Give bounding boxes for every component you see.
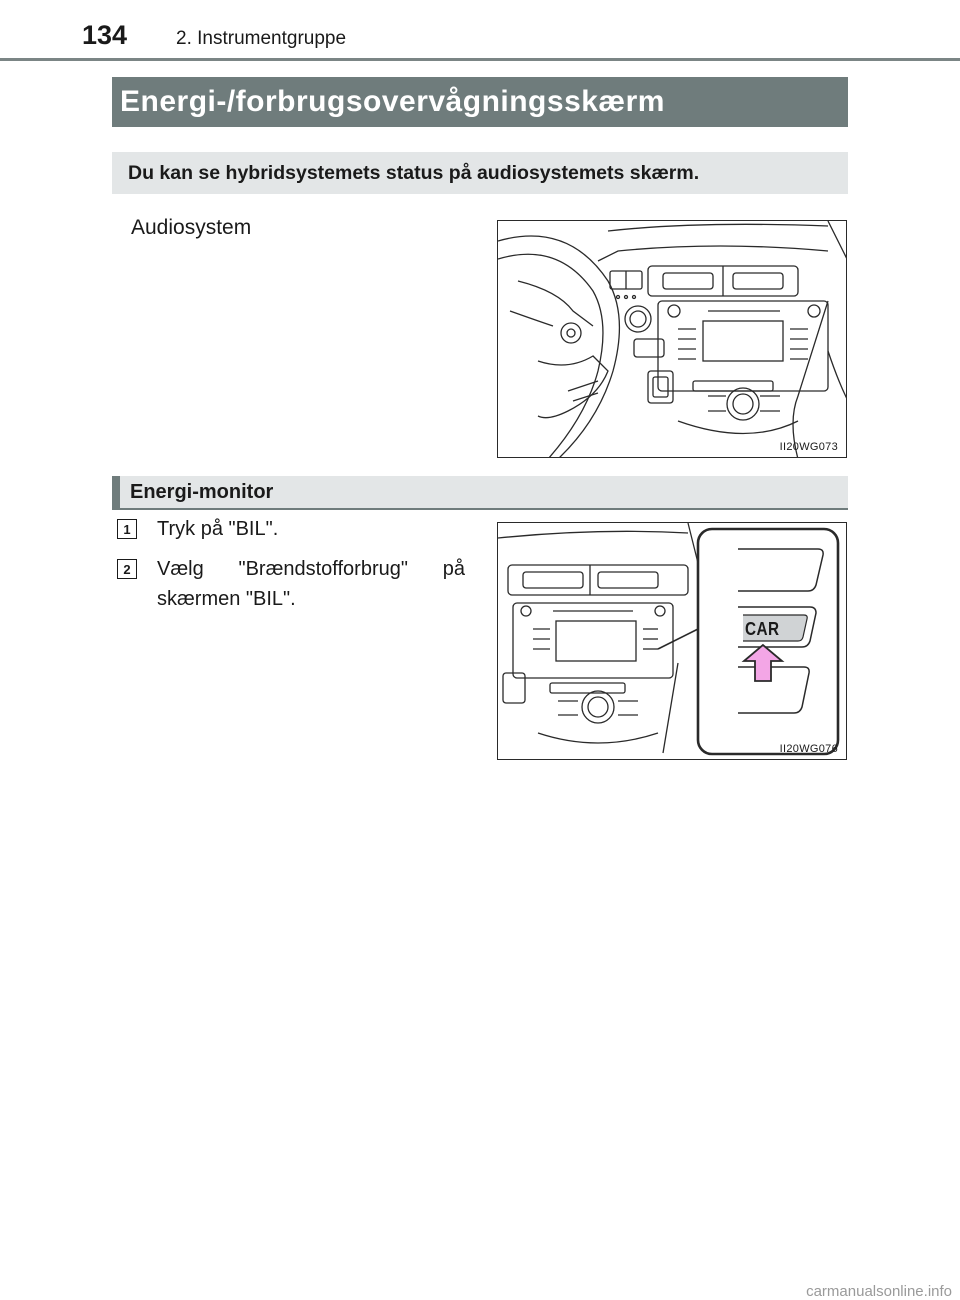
header-rule [0, 58, 960, 61]
page-number: 134 [82, 20, 128, 50]
figure-audiosystem [497, 220, 847, 458]
energy-monitor-title: Energi-monitor [130, 481, 274, 503]
watermark: carmanualsonline.info [806, 1283, 952, 1300]
step-word: Vælg [157, 558, 204, 580]
energy-monitor-heading [112, 476, 848, 510]
step-text: Tryk på "BIL". [157, 518, 279, 540]
heading-accent-bar [112, 476, 120, 508]
step-word: på [442, 558, 465, 580]
step-number: 1 [117, 519, 137, 539]
chapter-title: 2. Instrumentgruppe [176, 28, 347, 49]
intro-box: Du kan se hybridsystemets status på audiosystemets skærm. [112, 152, 848, 194]
step-text-line-1 [157, 554, 465, 584]
step-number: 2 [117, 559, 137, 579]
figure-car-button [497, 522, 847, 760]
figure-code: II20WG073 [779, 441, 838, 453]
car-button-label: CAR [745, 619, 780, 639]
step-text-line-2: skærmen "BIL". [157, 588, 296, 610]
audio-label: Audiosystem [131, 216, 252, 239]
step-text [157, 554, 465, 614]
step-word: "Brændstofforbrug" [238, 558, 408, 580]
section-title: Energi-/forbrugsovervågningsskærm [112, 77, 848, 127]
figure-code: II20WG076 [779, 743, 838, 755]
